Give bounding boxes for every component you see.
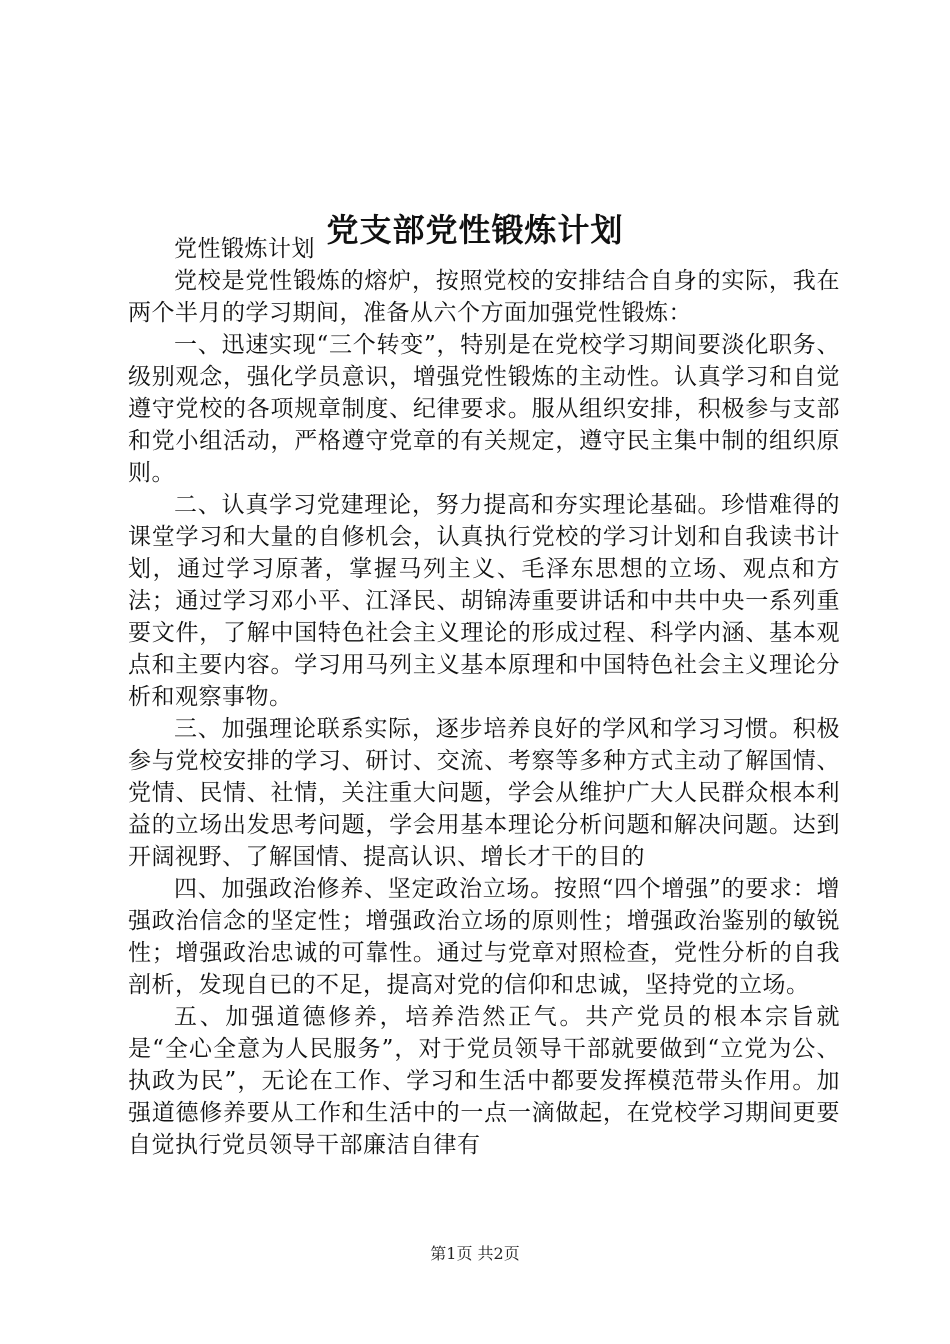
paragraph-heading: 党性锻炼计划 bbox=[174, 236, 315, 262]
paragraph-section-5: 五、加强道德修养，培养浩然正气。共产党员的根本宗旨就是“全心全意为人民服务”，对于党员领导干部就要做到“立党为公、执政为民”，无论在工作、学习和生活中都要发挥模范带头作用。加强道德修养要从工作和生活中的一点一滴做起，在党校学习期间更要自觉执行党员领导干部廉洁自律有 bbox=[128, 1004, 840, 1158]
document-title: 党支部党性锻炼计划 bbox=[326, 211, 624, 250]
paragraph-section-4: 四、加强政治修养、坚定政治立场。按照“四个增强”的要求：增强政治信念的坚定性；增强政治立场的原则性；增强政治鉴别的敏锐性；增强政治忠诚的可靠性。通过与党章对照检查，党性分析的自我剖析，发现自已的不足，提高对党的信仰和忠诚，坚持党的立场。 bbox=[128, 876, 840, 998]
paragraph-section-3: 三、加强理论联系实际，逐步培养良好的学风和学习习惯。积极参与党校安排的学习、研讨、交流、考察等多种方式主动了解国情、党情、民情、社情，关注重大问题，学会从维护广大人民群众根本利益的立场出发思考问题，学会用基本理论分析问题和解决问题。达到开阔视野、了解国情、提高认识、增长才干的目的 bbox=[128, 716, 840, 870]
page-footer: 第1页 共2页 bbox=[430, 1244, 520, 1263]
paragraph-section-2: 二、认真学习党建理论，努力提高和夯实理论基础。珍惜难得的课堂学习和大量的自修机会，认真执行党校的学习计划和自我读书计划，通过学习原著，掌握马列主义、毛泽东思想的立场、观点和方法；通过学习邓小平、江泽民、胡锦涛重要讲话和中共中央一系列重要文件，了解中国特色社会主义理论的形成过程、科学内涵、基本观点和主要内容。学习用马列主义基本原理和中国特色社会主义理论分析和观察事物。 bbox=[128, 492, 840, 710]
document-body bbox=[128, 233, 840, 1161]
paragraph-intro: 党校是党性锻炼的熔炉，按照党校的安排结合自身的实际，我在两个半月的学习期间，准备从六个方面加强党性锻炼： bbox=[128, 268, 840, 326]
paragraph-section-1: 一、迅速实现“三个转变”，特别是在党校学习期间要淡化职务、级别观念，强化学员意识，增强党性锻炼的主动性。认真学习和自觉遵守党校的各项规章制度、纪律要求。服从组织安排，积极参与支部和党小组活动，严格遵守党章的有关规定，遵守民主集中制的组织原则。 bbox=[128, 332, 840, 486]
